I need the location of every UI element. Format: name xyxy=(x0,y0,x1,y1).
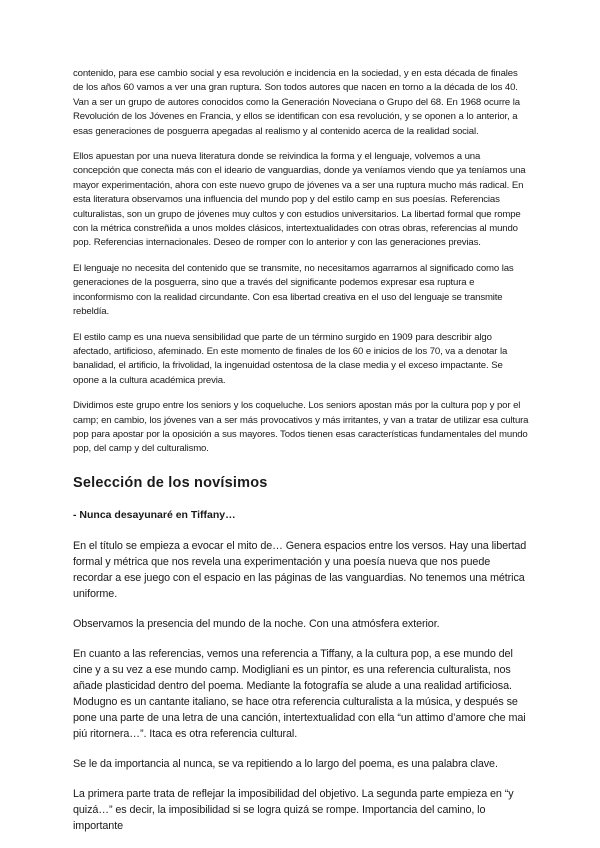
analysis-paragraph-1: En el título se empieza a evocar el mito de… Genera espacios entre los versos. Hay una libertad formal y métrica que nos revela una experimentación y una poesía nueva que nos puede recordar a ese juego con el espacio en las páginas de las vanguardias. No tenemos una métrica uniforme. xyxy=(73,539,527,600)
analysis-paragraph-5: La primera parte trata de reflejar la imposibilidad del objetivo. La segunda parte empieza en “y quizá…” es decir, la imposibilidad si se logra quizá se rompe. Importancia del camino, lo importante xyxy=(73,787,514,832)
analysis-paragraph-4: Se le da importancia al nunca, se va repitiendo a lo largo del poema, es una palabra clave. xyxy=(73,757,498,770)
intro-paragraph-4: El estilo camp es una nueva sensibilidad que parte de un término surgido en 1909 para describir algo afectado, artificioso, afeminado. En este momento de finales de los 60 e inicios de los 70, va a denotar la banalidad, el artificio, la frivolidad, la ingenuidad ostentosa de la clase media y el exceso impactante. Se opone a la cultura académica previa. xyxy=(73,331,508,386)
intro-paragraph-3: El lenguaje no necesita del contenido que se transmite, no necesitamos agarrarnos al significado como las generaciones de la posguerra, sino que a través del significante podemos expresar esa ruptura e inconformismo con la realidad circundante. Con esa libertad creativa en el uso del lenguaje se transmite rebeldía. xyxy=(73,262,514,318)
intro-paragraph-5: Dividimos este grupo entre los seniors y los coqueluche. Los seniors apostan más por la cultura pop y por el camp; en cambio, los jóvenes van a ser más provocativos y más irritantes, y van a tratar de utilizar esa cultura pop para apostar por la oposición a sus mayores. Todos tienen esas características fundamentales del mundo pop, del camp y del culturalismo. xyxy=(73,400,529,455)
intro-paragraph-1: contenido, para ese cambio social y esa revolución e incidencia en la sociedad, y en esta década de finales de los años 60 vamos a ver una gran ruptura. Son todos autores que nacen en torno a la década de los 40. Van a ser un grupo de autores conocidos como la Generación Noveciana o Grupo del 68. En 1968 ocurre la Revolución de los Jóvenes en Francia, y ellos se identifican con esa revolución, y se oponen a lo anterior, a esas generaciones de posguerra apegadas al realismo y al contenido acerca de la realidad social. xyxy=(73,68,520,137)
analysis-paragraph-2: Observamos la presencia del mundo de la noche. Con una atmósfera exterior. xyxy=(73,617,440,630)
analysis-paragraph-3: En cuanto a las referencias, vemos una referencia a Tiffany, a la cultura pop, a ese mundo del cine y a su vez a ese mundo camp. Modigliani es un pintor, es una referencia culturalista, nos añade plasticidad dentro del poema. Mediante la fotografía se alude a una realidad artificiosa. Modugno es un cantante italiano, se hace otra referencia culturalista a la música, y después se pone una parte de una letra de una canción, intertextualidad con ella “un attimo d’amore che mai piú ritornera…”. Itaca es otra referencia cultural. xyxy=(73,647,526,740)
intro-paragraph-2: Ellos apuestan por una nueva literatura donde se reivindica la forma y el lenguaje, volvemos a una concepción que conecta más con el ideario de vanguardias, donde ya veníamos viendo que ya teníamos una mayor experimentación, ahora con este nuevo grupo de jóvenes va a ser una ruptura mucho más radical. En esta literatura observamos una influencia del mundo pop y del estilo camp en sus poesías. Referencias culturalistas, son un grupo de jóvenes muy cultos y con estudios universitarios. La libertad formal que rompe con la métrica constreñida a unos moldes clásicos, intertextualidades con otras obras, referencias al mundo pop. Referencias internacionales. Deseo de romper con lo anterior y con las generaciones previas. xyxy=(73,151,526,249)
section-heading: Selección de los novísimos xyxy=(73,474,268,491)
document-body xyxy=(73,67,529,834)
poem-subheading: - Nunca desayunaré en Tiffany… xyxy=(73,508,236,521)
